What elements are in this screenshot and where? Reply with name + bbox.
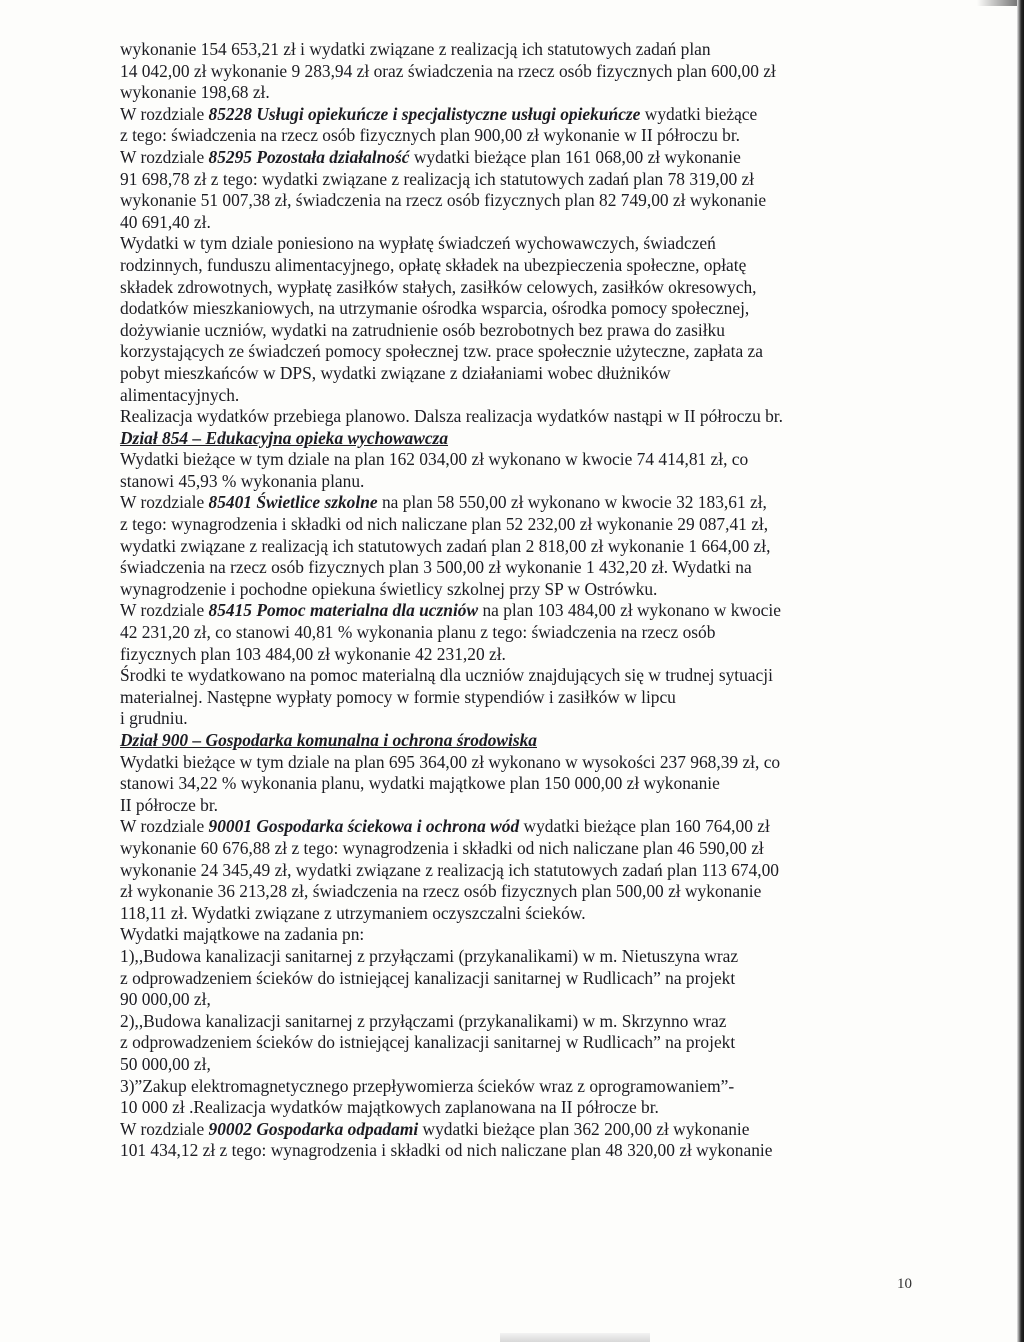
text-line	[120, 406, 916, 428]
document-body	[120, 39, 916, 1162]
section-title: 85415 Pomoc materialna dla uczniów	[208, 600, 479, 621]
text-run: W rozdziale	[120, 492, 209, 513]
scan-edge-shadow	[977, 0, 1017, 6]
text-line	[120, 212, 916, 234]
text-line	[120, 687, 916, 709]
text-run: 42 231,20 zł, co stanowi 40,81 % wykonania planu z tego: świadczenia na rzecz osób	[120, 622, 716, 643]
text-line	[120, 1097, 916, 1119]
text-line	[120, 816, 916, 838]
text-run: dodatków mieszkaniowych, na utrzymanie ośrodka wsparcia, ośrodka pomocy społecznej,	[120, 298, 750, 319]
text-run: korzystających ze świadczeń pomocy społecznej tzw. prace społecznie użyteczne, zapłata za	[120, 341, 763, 362]
text-run: wydatki bieżące plan 362 200,00 zł wykonanie	[418, 1118, 750, 1139]
text-run: wykonanie 198,68 zł.	[120, 82, 270, 103]
text-line	[120, 449, 916, 471]
text-line	[120, 600, 916, 622]
text-line	[120, 255, 916, 277]
text-run: dożywianie uczniów, wydatki na zatrudnienie osób bezrobotnych bez prawa do zasiłku	[120, 319, 725, 340]
text-run: wykonanie 51 007,38 zł, świadczenia na rzecz osób fizycznych plan 82 749,00 zł wykonanie	[120, 190, 767, 211]
text-run: 2),,Budowa kanalizacji sanitarnej z przyłączami (przykanalikami) w m. Skrzynno wraz	[120, 1010, 727, 1031]
text-run: zł wykonanie 36 213,28 zł, świadczenia na rzecz osób fizycznych plan 500,00 zł wykonanie	[120, 881, 762, 902]
scan-bottom-smudge	[500, 1333, 650, 1342]
text-run: pobyt mieszkańców w DPS, wydatki związane z działaniami wobec dłużników	[120, 362, 671, 383]
page-number: 10	[897, 1276, 912, 1292]
chapter-heading: Dział 854 – Edukacyjna opieka wychowawcza	[120, 427, 449, 448]
text-run: na plan 103 484,00 zł wykonano w kwocie	[478, 600, 781, 621]
text-run: 118,11 zł. Wydatki związane z utrzymaniem oczyszczalni ścieków.	[120, 902, 586, 923]
text-line	[120, 61, 916, 83]
text-line	[120, 514, 916, 536]
text-line	[120, 1032, 916, 1054]
text-run: W rozdziale	[120, 146, 209, 167]
text-run: z tego: świadczenia na rzecz osób fizycznych plan 900,00 zł wykonanie w II półroczu br.	[120, 125, 741, 146]
section-title: 90001 Gospodarka ściekowa i ochrona wód	[208, 816, 520, 837]
text-line	[120, 773, 916, 795]
text-run: 1),,Budowa kanalizacji sanitarnej z przyłączami (przykanalikami) w m. Nietuszyna wraz	[120, 945, 739, 966]
text-run: z tego: wynagrodzenia i składki od nich naliczane plan 52 232,00 zł wykonanie 29 087,41 zł,	[120, 514, 769, 535]
section-title: 85295 Pozostała działalność	[208, 146, 410, 167]
text-run: 14 042,00 zł wykonanie 9 283,94 zł oraz świadczenia na rzecz osób fizycznych plan 600,00 zł	[120, 60, 776, 81]
text-line	[120, 622, 916, 644]
text-run: na plan 58 550,00 zł wykonano w kwocie 32 183,61 zł,	[377, 492, 767, 513]
text-line	[120, 795, 916, 817]
text-line	[120, 903, 916, 925]
text-line	[120, 579, 916, 601]
text-run: wykonanie 154 653,21 zł i wydatki związane z realizacją ich statutowych zadań plan	[120, 39, 711, 59]
text-line	[120, 1011, 916, 1033]
text-run: rodzinnych, funduszu alimentacyjnego, opłatę składek na ubezpieczenia społeczne, opłatę	[120, 254, 747, 275]
text-run: i grudniu.	[120, 708, 188, 729]
text-run: 50 000,00 zł,	[120, 1053, 211, 1074]
text-run: stanowi 45,93 % wykonania planu.	[120, 470, 365, 491]
text-line	[120, 298, 916, 320]
text-run: materialnej. Następne wypłaty pomocy w formie stypendiów i zasiłków w lipcu	[120, 686, 676, 707]
text-line	[120, 536, 916, 558]
text-line	[120, 838, 916, 860]
section-title: 85401 Świetlice szkolne	[208, 492, 378, 513]
text-run: składek zdrowotnych, wypłatę zasiłków stałych, zasiłków celowych, zasiłków okresowych,	[120, 276, 757, 297]
text-run: II półrocze br.	[120, 794, 219, 815]
text-run: wynagrodzenie i pochodne opiekuna świetlicy szkolnej przy SP w Ostrówku.	[120, 578, 658, 599]
text-run: alimentacyjnych.	[120, 384, 240, 405]
text-run: Wydatki bieżące w tym dziale na plan 695 364,00 zł wykonano w wysokości 237 968,39 zł, co	[120, 751, 781, 772]
text-line	[120, 881, 916, 903]
text-run: z odprowadzeniem ścieków do istniejącej kanalizacji sanitarnej w Rudlicach” na projekt	[120, 1032, 736, 1053]
text-run: wydatki bieżące	[640, 103, 758, 124]
text-line	[120, 557, 916, 579]
text-line	[120, 708, 916, 730]
text-run: Realizacja wydatków przebiega planowo. Dalsza realizacja wydatków nastąpi w II półroczu br.	[120, 406, 783, 427]
text-run: wydatki związane z realizacją ich statutowych zadań plan 2 818,00 zł wykonanie 1 664,00 zł,	[120, 535, 771, 556]
text-run: Wydatki w tym dziale poniesiono na wypłatę świadczeń wychowawczych, świadczeń	[120, 233, 716, 254]
text-run: Wydatki bieżące w tym dziale na plan 162 034,00 zł wykonano w kwocie 74 414,81 zł, co	[120, 449, 749, 470]
text-line	[120, 169, 916, 191]
text-line	[120, 471, 916, 493]
text-run: fizycznych plan 103 484,00 zł wykonanie 42 231,20 zł.	[120, 643, 506, 664]
text-run: 3)”Zakup elektromagnetycznego przepływomierza ścieków wraz z oprogramowaniem”-	[120, 1075, 735, 1096]
scan-dark-edge	[1017, 0, 1024, 1342]
text-run: Wydatki majątkowe na zadania pn:	[120, 924, 365, 945]
text-run: wykonanie 24 345,49 zł, wydatki związane z realizacją ich statutowych zadań plan 113 674,00	[120, 859, 780, 880]
text-run: 101 434,12 zł z tego: wynagrodzenia i składki od nich naliczane plan 48 320,00 zł wykonanie	[120, 1140, 773, 1161]
text-line	[120, 147, 916, 169]
text-line	[120, 644, 916, 666]
text-line	[120, 39, 916, 61]
text-line	[120, 320, 916, 342]
text-line	[120, 752, 916, 774]
text-line	[120, 385, 916, 407]
text-run: Środki te wydatkowano na pomoc materialną dla uczniów znajdujących się w trudnej sytuacji	[120, 665, 773, 686]
text-run: wykonanie 60 676,88 zł z tego: wynagrodzenia i składki od nich naliczane plan 46 590,00 zł	[120, 837, 764, 858]
text-run: W rozdziale	[120, 1118, 209, 1139]
text-line	[120, 82, 916, 104]
text-line	[120, 104, 916, 126]
text-line	[120, 946, 916, 968]
text-line	[120, 233, 916, 255]
text-line	[120, 1076, 916, 1098]
chapter-heading: Dział 900 – Gospodarka komunalna i ochrona środowiska	[120, 730, 537, 750]
text-line	[120, 277, 916, 299]
text-line	[120, 492, 916, 514]
text-line	[120, 989, 916, 1011]
text-line	[120, 1119, 916, 1141]
text-line	[120, 363, 916, 385]
text-run: 10 000 zł .Realizacja wydatków majątkowych zaplanowana na II półrocze br.	[120, 1097, 659, 1118]
text-line	[120, 665, 916, 687]
text-run: W rozdziale	[120, 600, 209, 621]
text-run: z odprowadzeniem ścieków do istniejącej kanalizacji sanitarnej w Rudlicach” na projekt	[120, 967, 736, 988]
text-run: W rozdziale	[120, 103, 209, 124]
text-line	[120, 1140, 916, 1162]
text-run: wydatki bieżące plan 161 068,00 zł wykonanie	[409, 146, 741, 167]
text-line	[120, 341, 916, 363]
text-run: 40 691,40 zł.	[120, 211, 211, 232]
text-run: wydatki bieżące plan 160 764,00 zł	[519, 816, 770, 837]
text-line	[120, 1054, 916, 1076]
section-title: 90002 Gospodarka odpadami	[208, 1118, 419, 1139]
text-line	[120, 190, 916, 212]
text-line	[120, 428, 916, 450]
text-run: 91 698,78 zł z tego: wydatki związane z realizacją ich statutowych zadań plan 78 319,00 zł	[120, 168, 755, 189]
text-line	[120, 968, 916, 990]
text-run: stanowi 34,22 % wykonania planu, wydatki majątkowe plan 150 000,00 zł wykonanie	[120, 773, 720, 794]
text-line	[120, 730, 916, 752]
text-run: 90 000,00 zł,	[120, 989, 211, 1010]
text-run: W rozdziale	[120, 816, 209, 837]
section-title: 85228 Usługi opiekuńcze i specjalistyczne usługi opiekuńcze	[208, 103, 641, 124]
text-run: świadczenia na rzecz osób fizycznych plan 3 500,00 zł wykonanie 1 432,20 zł. Wydatki na	[120, 557, 752, 578]
text-line	[120, 125, 916, 147]
text-line	[120, 924, 916, 946]
text-line	[120, 860, 916, 882]
